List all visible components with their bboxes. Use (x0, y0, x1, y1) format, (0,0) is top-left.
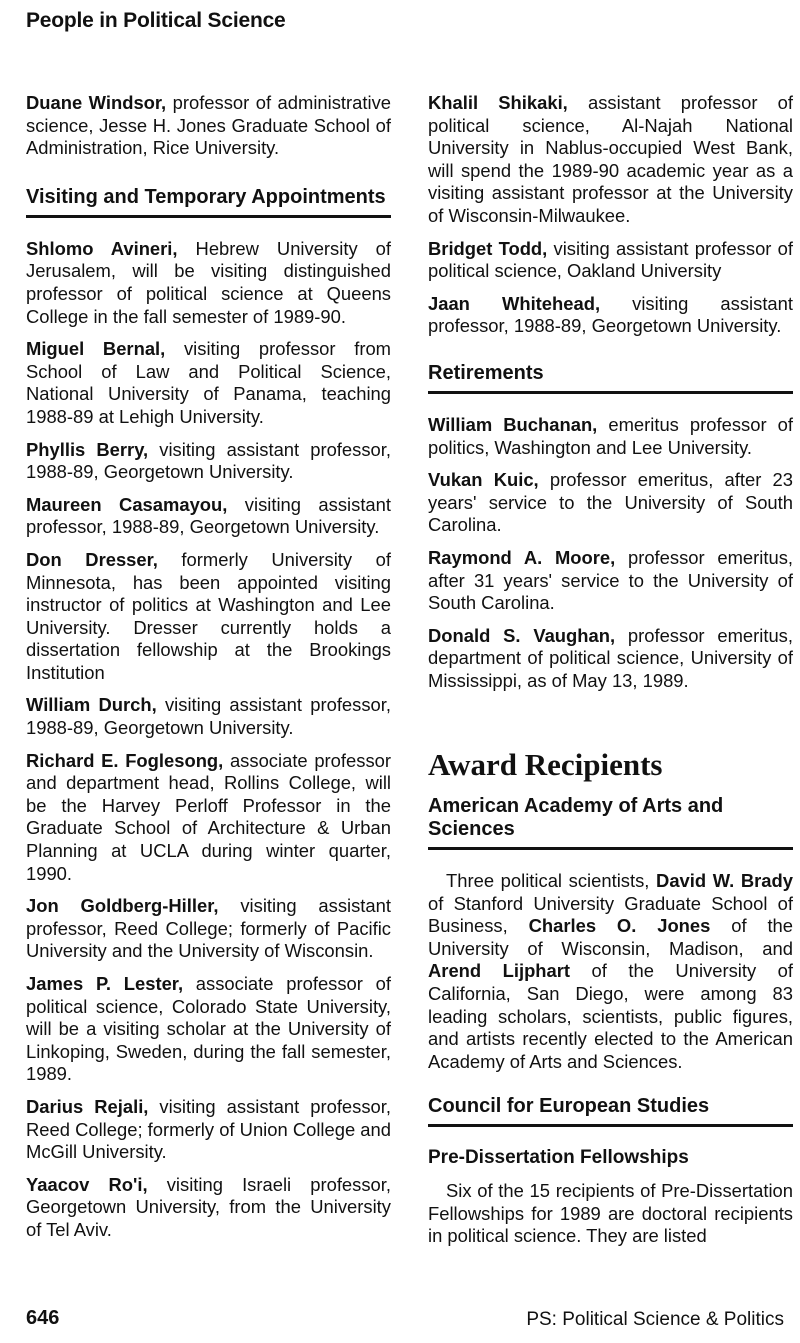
entry-name: William Durch, (26, 694, 157, 716)
entry-text: visiting assistant professor of political science, Oakland University (428, 237, 793, 282)
recipient-name: David W. Brady (656, 870, 793, 892)
entry-text: visiting assistant professor, Reed College; formerly of Pacific University and the University of Wisconsin. (26, 895, 391, 962)
entry-text: visiting assistant professor, Reed College; formerly of Union College and McGill University. (26, 1095, 391, 1163)
entry-name: William Buchanan, (428, 413, 598, 435)
entry (428, 293, 793, 338)
entry-name: Jaan Whitehead, (428, 292, 601, 314)
entry (26, 694, 391, 739)
entry-text: professor emeritus, department of political science, University of Mississippi, as of May 13, 1989. (428, 624, 793, 691)
journal-title: PS: Political Science & Politics (526, 1309, 784, 1330)
entry-text: Hebrew University of Jerusalem, will be visiting distinguished professor of political science at Queens College in the fall semester of 1989-90. (26, 237, 391, 327)
entry (26, 439, 391, 484)
entry (428, 92, 793, 228)
entry-name: Phyllis Berry, (26, 438, 149, 460)
recipient-name: Charles O. Jones (528, 915, 711, 937)
entry (26, 494, 391, 539)
section-heading-visiting: Visiting and Temporary Appointments (26, 186, 391, 218)
entry-text: visiting assistant professor, 1988-89, Georgetown University. (26, 493, 391, 538)
running-head: People in Political Science (26, 9, 286, 32)
text-run: of the University of California, San Diego, were among 83 leading scholars, scientists, public figures, and artists recently elected to the American Academy of Arts and Sciences. (428, 960, 793, 1072)
entry (428, 469, 793, 537)
entry-text: professor emeritus, after 23 years' service to the University of South Carolina. (428, 469, 793, 536)
entry-name: Duane Windsor, (26, 92, 167, 113)
entry (428, 547, 793, 615)
entry (26, 338, 391, 428)
recipient-name: Arend Lijphart (428, 960, 571, 982)
entry-text: visiting Israeli professor, Georgetown University, from the University of Tel Aviv. (26, 1173, 391, 1240)
entry-name: Miguel Bernal, (26, 338, 166, 360)
entry-text: professor of administrative science, Jesse H. Jones Graduate School of Administration, Rice University. (26, 92, 391, 159)
entry-text: professor emeritus, after 31 years' service to the University of South Carolina. (428, 546, 793, 614)
page-number: 646 (26, 1307, 60, 1329)
entry-text: visiting assistant professor, 1988-89, Georgetown University. (428, 292, 793, 337)
academy-paragraph (428, 870, 793, 1073)
entry (26, 1096, 391, 1164)
entry (26, 973, 391, 1086)
entry-name: Khalil Shikaki, (428, 92, 568, 113)
right-column (428, 92, 793, 1262)
entry-text: visiting assistant professor, 1988-89, Georgetown University. (26, 694, 392, 739)
text-run: of Stanford University Graduate School of Business, (428, 892, 793, 937)
entry-text: associate professor and department head, Rollins College, will be the Harvey Perloff Professor in the Graduate School of Architecture & Urban Planning at UCLA during winter quarter, 1990. (26, 749, 391, 884)
entry (428, 625, 793, 693)
entry (26, 750, 391, 886)
entry (26, 549, 391, 685)
section-heading-retirements: Retirements (428, 362, 793, 394)
entry-text: visiting assistant professor, 1988-89, Georgetown University. (26, 438, 391, 483)
text-run: of the University of Wisconsin, Madison, and (428, 915, 794, 959)
left-column (26, 92, 391, 1252)
subheading-fellowships: Pre-Dissertation Fellowships (428, 1147, 689, 1169)
entry-text: assistant professor of political science, Al-Najah National University in Nablus-occupied West Bank, will spend the 1989-90 academic year as a visiting assistant professor at the University of Wisconsin-Milwaukee. (428, 92, 793, 226)
entry-text: visiting professor from School of Law and Political Science, National University of Panama, teaching 1988-89 at Lehigh University. (26, 338, 391, 427)
section-heading-council: Council for European Studies (428, 1095, 793, 1127)
entry-text: associate professor of political science, Colorado State University, will be a visiting scholar at the University of Linkoping, Sweden, during the fall semester, 1989. (26, 973, 391, 1085)
entry-name: Bridget Todd, (428, 237, 548, 259)
entry (26, 895, 391, 963)
fellowships-paragraph: Six of the 15 recipients of Pre-Dissertation Fellowships for 1989 are doctoral recipients in political science. They are listed (428, 1180, 793, 1247)
entry-name: Don Dresser, (26, 548, 158, 570)
entry-name: James P. Lester, (26, 973, 184, 994)
entry-name: Donald S. Vaughan, (428, 624, 616, 646)
entry-name: Shlomo Avineri, (26, 237, 178, 259)
entry-text: emeritus professor of politics, Washington and Lee University. (428, 413, 793, 458)
entry (26, 1174, 391, 1242)
entry-name: Vukan Kuic, (428, 469, 539, 491)
entry-name: Richard E. Foglesong, (26, 749, 224, 771)
entry-text: formerly University of Minnesota, has been appointed visiting instructor of politics at Washington and Lee University. Dresser currently holds a dissertation fellowship at the Brookings Institution (26, 548, 391, 683)
entry-name: Raymond A. Moore, (428, 546, 616, 568)
entry-name: Maureen Casamayou, (26, 493, 228, 515)
entry (26, 238, 391, 328)
entry-name: Darius Rejali, (26, 1095, 149, 1117)
entry-name: Yaacov Ro'i, (26, 1173, 148, 1195)
entry (26, 92, 391, 160)
entry (428, 238, 793, 283)
section-title-award-recipients: Award Recipients (428, 747, 663, 783)
entry-name: Jon Goldberg-Hiller, (26, 895, 219, 917)
text-run: Three political scientists, (446, 870, 657, 892)
entry (428, 414, 793, 459)
section-heading-academy: American Academy of Arts and Sciences (428, 795, 793, 850)
